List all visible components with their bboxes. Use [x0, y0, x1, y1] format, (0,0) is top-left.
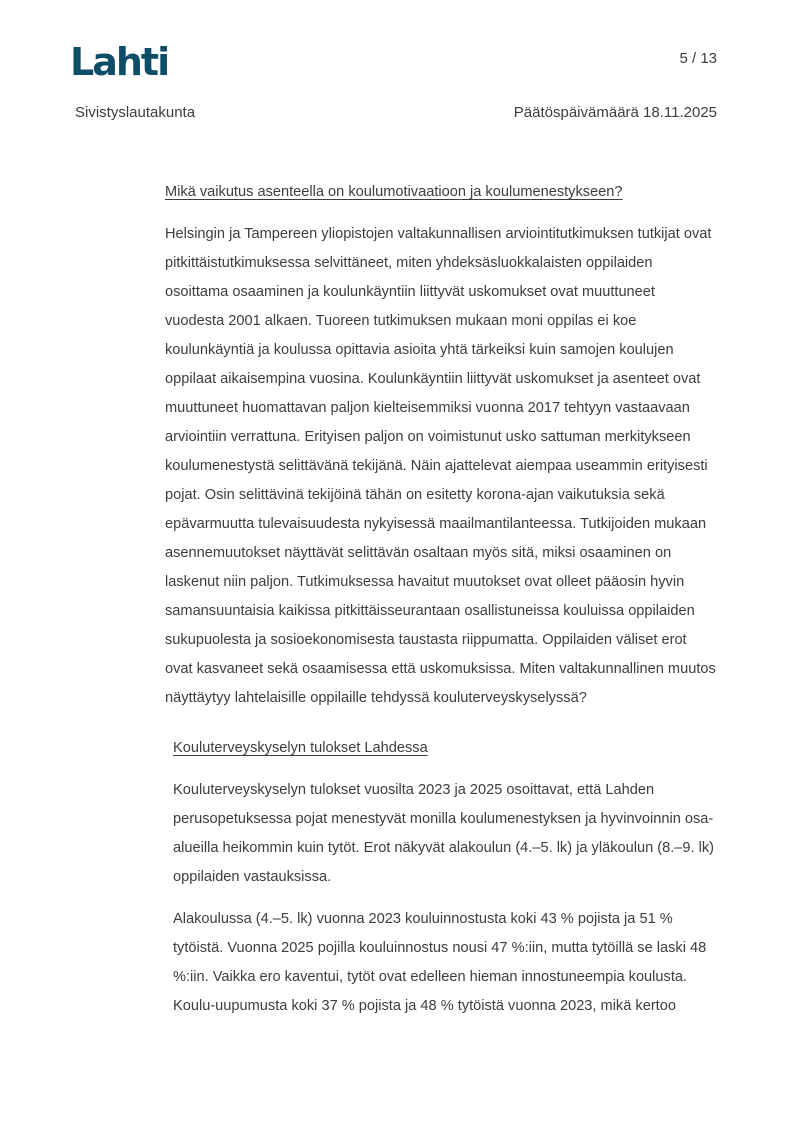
document-body	[165, 178, 717, 1034]
subsection-kouluterveyskysely	[173, 734, 717, 1021]
body-paragraph-2: Kouluterveyskyselyn tulokset vuosilta 2023 ja 2025 osoittavat, että Lahden perusopetuksessa pojat menestyvät monilla koulumenestyksen ja hyvinvoinnin osa-alueilla heikommin kuin tytöt. Erot näkyvät alakoulun (4.–5. lk) ja yläkoulun (8.–9. lk) oppilaiden vastauksissa.	[173, 782, 715, 885]
document-header	[75, 104, 717, 121]
lahti-logo: Lahti	[70, 40, 169, 84]
page-number: 5 / 13	[679, 50, 717, 67]
decision-date: Päätöspäivämäärä 18.11.2025	[513, 104, 717, 121]
sub-section-heading: Kouluterveyskyselyn tulokset Lahdessa	[173, 740, 428, 756]
body-paragraph-3: Alakoulussa (4.–5. lk) vuonna 2023 kouluinnostusta koki 43 % pojista ja 51 % tytöistä. Vuonna 2025 pojilla kouluinnostus nousi 47 %:iin, mutta tytöillä se laski 48 %:iin. Vaikka ero kaventui, tytöt ovat edelleen hieman innostuneempia koulusta. Koulu-uupumusta koki 37 % pojista ja 48 % tytöistä vuonna 2023, mikä kertoo	[173, 911, 707, 1014]
main-section-heading: Mikä vaikutus asenteella on koulumotivaatioon ja koulumenestykseen?	[165, 184, 623, 200]
body-paragraph-1: Helsingin ja Tampereen yliopistojen valtakunnallisen arviointitutkimuksen tutkijat ovat pitkittäistutkimuksessa selvittäneet, miten yhdeksäsluokkalaisten oppilaiden osoittama osaaminen ja koulunkäyntiin liittyvät uskomukset ovat muuttuneet vuodesta 2001 alkaen. Tuoreen tutkimuksen mukaan moni oppilas ei koe koulunkäyntiä ja koulussa opittavia asioita yhtä tärkeiksi kuin samojen koulujen oppilaat aikaisempina vuosina. Koulunkäyntiin liittyvät uskomukset ja asenteet ovat muuttuneet huomattavan paljon kielteisemmiksi vuonna 2017 tehtyyn vastaavaan arviointiin verrattuna. Erityisen paljon on voimistunut usko sattuman merkitykseen koulumenestystä selittävänä tekijänä. Näin ajattelevat aiempaa useammin erityisesti pojat. Osin selittävinä tekijöinä tähän on esitetty korona-ajan vaikutuksia sekä epävarmuutta tulevaisuudesta nykyisessä maailmantilanteessa. Tutkijoiden mukaan asennemuutokset näyttävät selittävän osaltaan myös sitä, miksi osaaminen on laskenut niin paljon. Tutkimuksessa havaitut muutokset ovat olleet pääosin hyvin samansuuntaisia kaikissa pitkittäisseurantaan osallistuneissa kouluissa oppilaiden sukupuolesta ja sosioekonomisesta taustasta riippumatta. Oppilaiden väliset erot ovat kasvaneet sekä osaamisessa että uskomuksissa. Miten valtakunnallinen muutos näyttäytyy lahtelaisille oppilaille tehdyssä kouluterveyskyselyssä?	[165, 226, 716, 706]
committee-name: Sivistyslautakunta	[75, 104, 196, 121]
